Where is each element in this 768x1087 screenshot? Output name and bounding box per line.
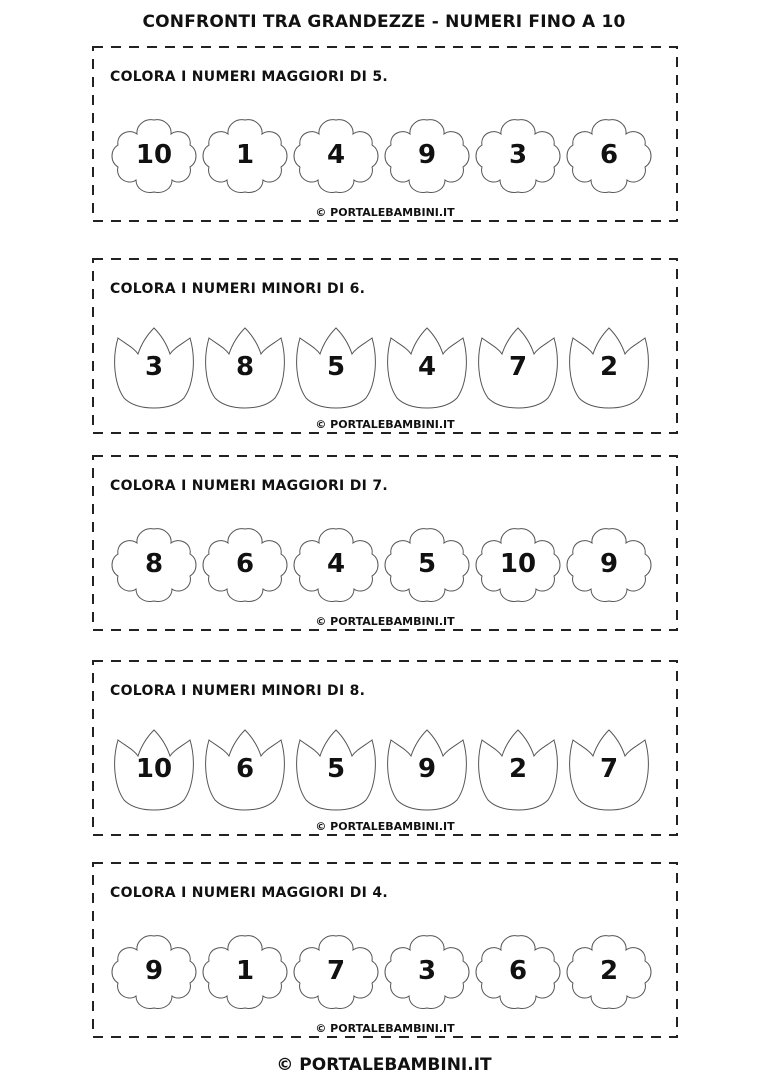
tulip-shape[interactable] bbox=[565, 726, 653, 812]
flower-shape[interactable] bbox=[201, 928, 289, 1014]
exercise-credit: © PORTALEBAMBINI.IT bbox=[315, 418, 455, 431]
exercise-instruction: COLORA I NUMERI MAGGIORI DI 4. bbox=[110, 885, 389, 901]
flower-shape[interactable] bbox=[383, 521, 471, 607]
exercise-panel-3 bbox=[92, 455, 678, 631]
exercise-credit: © PORTALEBAMBINI.IT bbox=[315, 820, 455, 833]
flower-shape[interactable] bbox=[110, 928, 198, 1014]
flower-shape[interactable] bbox=[292, 521, 380, 607]
shape-number: 6 bbox=[599, 140, 619, 170]
exercise-instruction: COLORA I NUMERI MAGGIORI DI 7. bbox=[110, 478, 389, 494]
flower-shape[interactable] bbox=[474, 928, 562, 1014]
flower-shape[interactable] bbox=[565, 928, 653, 1014]
shape-number: 3 bbox=[417, 956, 437, 986]
flower-shape[interactable] bbox=[201, 112, 289, 198]
shape-number: 2 bbox=[508, 754, 528, 784]
shape-number: 7 bbox=[599, 754, 619, 784]
tulip-shape[interactable] bbox=[110, 324, 198, 410]
shape-number: 9 bbox=[417, 754, 437, 784]
flower-shape[interactable] bbox=[201, 521, 289, 607]
shape-number: 8 bbox=[235, 352, 255, 382]
shape-number: 10 bbox=[499, 549, 537, 579]
tulip-shape[interactable] bbox=[292, 324, 380, 410]
shape-number: 9 bbox=[144, 956, 164, 986]
shape-number: 5 bbox=[326, 754, 346, 784]
flower-shape[interactable] bbox=[110, 112, 198, 198]
tulip-shape[interactable] bbox=[474, 726, 562, 812]
shape-number: 7 bbox=[508, 352, 528, 382]
shape-number: 10 bbox=[135, 140, 173, 170]
exercise-panel-2 bbox=[92, 258, 678, 434]
page-title: CONFRONTI TRA GRANDEZZE - NUMERI FINO A 10 bbox=[142, 12, 626, 32]
tulip-shape[interactable] bbox=[110, 726, 198, 812]
tulip-shape[interactable] bbox=[383, 324, 471, 410]
shape-number: 7 bbox=[326, 956, 346, 986]
shape-number: 1 bbox=[235, 140, 255, 170]
flower-shape[interactable] bbox=[383, 928, 471, 1014]
shape-number: 4 bbox=[326, 549, 346, 579]
shape-number: 9 bbox=[599, 549, 619, 579]
tulip-shape[interactable] bbox=[474, 324, 562, 410]
footer-credit: © PORTALEBAMBINI.IT bbox=[276, 1055, 492, 1075]
tulip-shape[interactable] bbox=[383, 726, 471, 812]
shape-number: 6 bbox=[508, 956, 528, 986]
shape-number: 2 bbox=[599, 352, 619, 382]
flower-shape[interactable] bbox=[565, 112, 653, 198]
exercise-panel-5 bbox=[92, 862, 678, 1038]
flower-shape[interactable] bbox=[292, 928, 380, 1014]
shape-number: 5 bbox=[417, 549, 437, 579]
tulip-shape[interactable] bbox=[201, 324, 289, 410]
shape-number: 9 bbox=[417, 140, 437, 170]
tulip-shape[interactable] bbox=[292, 726, 380, 812]
flower-shape[interactable] bbox=[383, 112, 471, 198]
shape-number: 1 bbox=[235, 956, 255, 986]
flower-shape[interactable] bbox=[565, 521, 653, 607]
shape-number: 3 bbox=[144, 352, 164, 382]
shape-number: 8 bbox=[144, 549, 164, 579]
flower-shape[interactable] bbox=[474, 112, 562, 198]
shape-number: 4 bbox=[417, 352, 437, 382]
tulip-shape[interactable] bbox=[565, 324, 653, 410]
flower-shape[interactable] bbox=[292, 112, 380, 198]
shape-number: 6 bbox=[235, 754, 255, 784]
shape-number: 4 bbox=[326, 140, 346, 170]
exercise-instruction: COLORA I NUMERI MINORI DI 6. bbox=[110, 281, 366, 297]
exercise-credit: © PORTALEBAMBINI.IT bbox=[315, 206, 455, 219]
flower-shape[interactable] bbox=[474, 521, 562, 607]
shape-number: 6 bbox=[235, 549, 255, 579]
shape-number: 10 bbox=[135, 754, 173, 784]
shape-number: 2 bbox=[599, 956, 619, 986]
exercise-credit: © PORTALEBAMBINI.IT bbox=[315, 615, 455, 628]
shape-number: 3 bbox=[508, 140, 528, 170]
tulip-shape[interactable] bbox=[201, 726, 289, 812]
shape-number: 5 bbox=[326, 352, 346, 382]
exercise-instruction: COLORA I NUMERI MINORI DI 8. bbox=[110, 683, 366, 699]
exercise-panel-4 bbox=[92, 660, 678, 836]
exercise-panel-1 bbox=[92, 46, 678, 222]
flower-shape[interactable] bbox=[110, 521, 198, 607]
exercise-instruction: COLORA I NUMERI MAGGIORI DI 5. bbox=[110, 69, 389, 85]
exercise-credit: © PORTALEBAMBINI.IT bbox=[315, 1022, 455, 1035]
